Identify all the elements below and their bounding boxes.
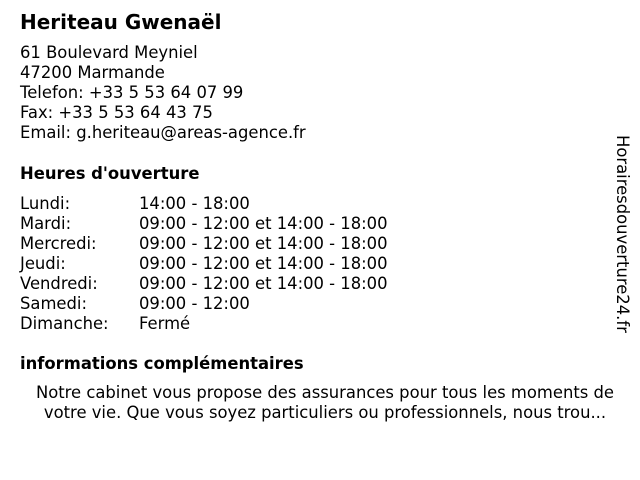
site-watermark: Horairesdouverture24.fr: [613, 135, 632, 333]
time-value: 09:00 - 12:00 et 14:00 - 18:00: [139, 214, 388, 233]
additional-info-text: [16, 383, 634, 423]
hours-row-sunday: [20, 314, 440, 334]
description-line: Notre cabinet vous propose des assurances pour tous les moments de: [35, 383, 615, 402]
opening-hours-table: [20, 194, 440, 334]
time-value: 14:00 - 18:00: [139, 194, 250, 213]
business-name: Heriteau Gwenaël: [20, 10, 222, 34]
contact-block: [20, 43, 306, 143]
time-value: 09:00 - 12:00: [139, 294, 250, 313]
time-value: 09:00 - 12:00 et 14:00 - 18:00: [139, 274, 388, 293]
fax-line: Fax: +33 5 53 64 43 75: [20, 103, 213, 122]
day-label: Lundi:: [20, 194, 71, 213]
time-value: 09:00 - 12:00 et 14:00 - 18:00: [139, 254, 388, 273]
additional-info-heading: informations complémentaires: [20, 354, 304, 373]
hours-row-wednesday: [20, 234, 440, 254]
day-label: Dimanche:: [20, 314, 109, 333]
email-line: Email: g.heriteau@areas-agence.fr: [20, 123, 306, 142]
hours-row-saturday: [20, 294, 440, 314]
description-line: votre vie. Que vous soyez particuliers ou professionnels, nous trou...: [43, 403, 607, 422]
time-value: 09:00 - 12:00 et 14:00 - 18:00: [139, 234, 388, 253]
address-line-city: 47200 Marmande: [20, 63, 165, 82]
phone-line: Telefon: +33 5 53 64 07 99: [20, 83, 244, 102]
time-value: Fermé: [139, 314, 191, 333]
address-line-street: 61 Boulevard Meyniel: [20, 43, 198, 62]
hours-row-monday: [20, 194, 440, 214]
day-label: Vendredi:: [20, 274, 98, 293]
day-label: Mercredi:: [20, 234, 97, 253]
hours-row-thursday: [20, 254, 440, 274]
day-label: Samedi:: [20, 294, 87, 313]
hours-row-tuesday: [20, 214, 440, 234]
day-label: Mardi:: [20, 214, 72, 233]
opening-hours-heading: Heures d'ouverture: [20, 164, 200, 183]
hours-row-friday: [20, 274, 440, 294]
day-label: Jeudi:: [20, 254, 66, 273]
